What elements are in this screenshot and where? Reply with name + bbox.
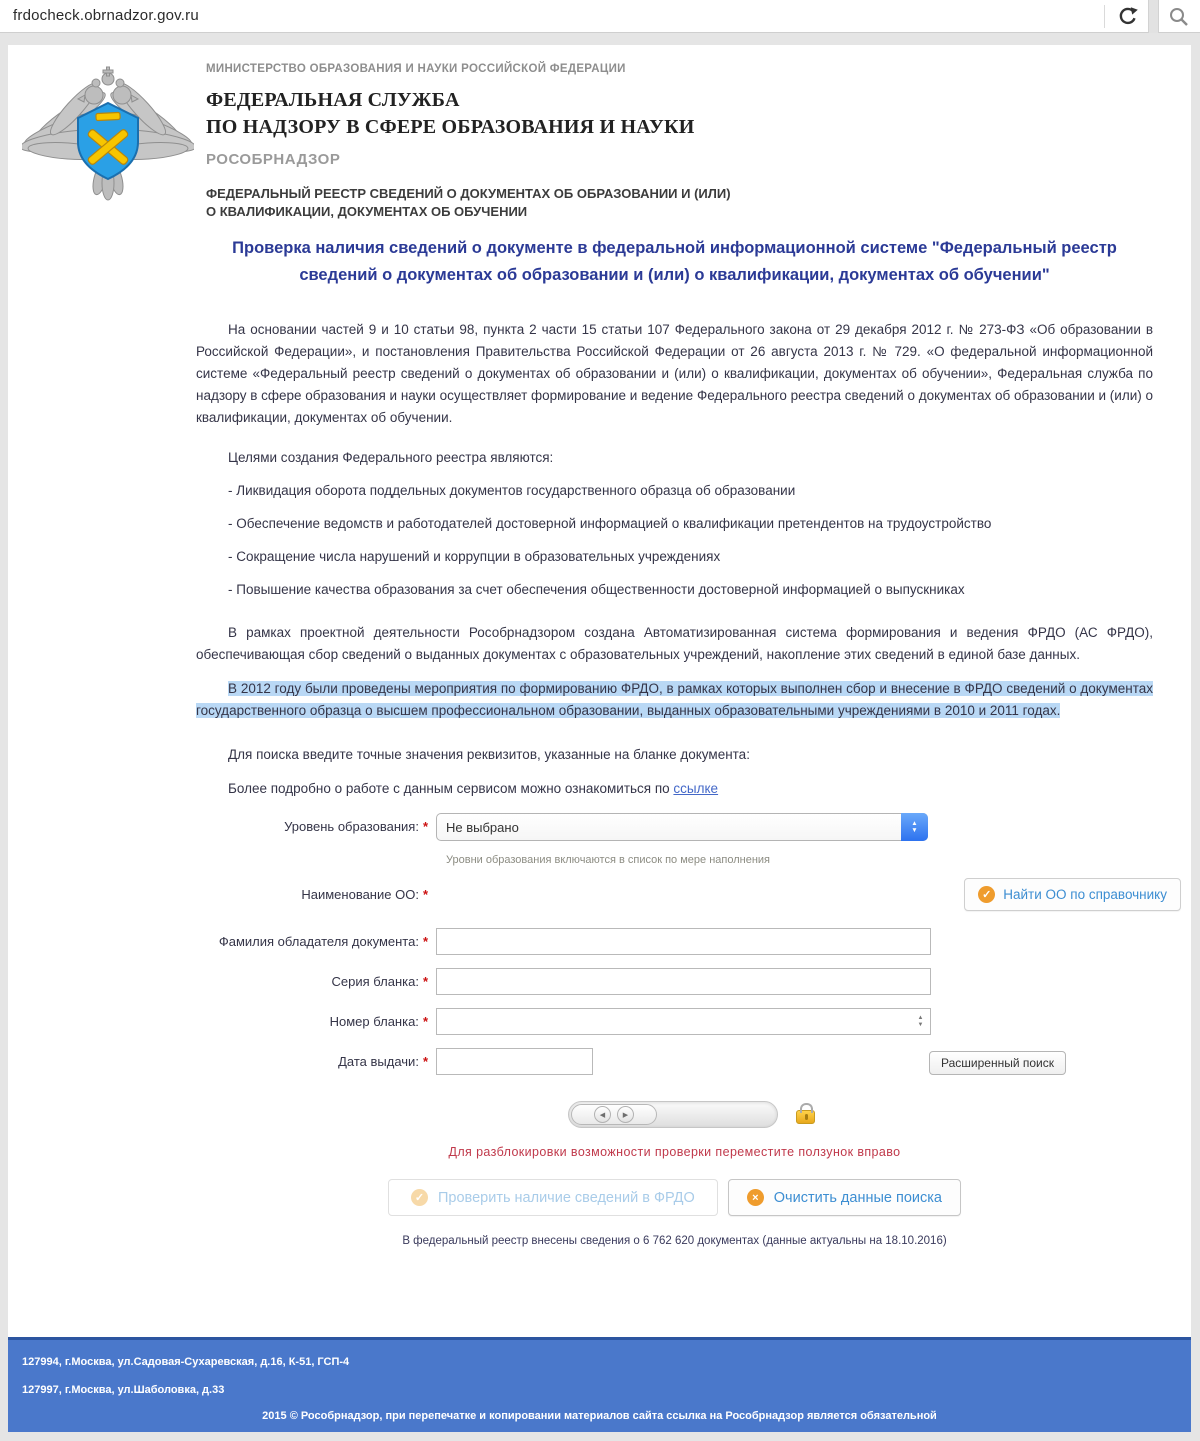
details-link[interactable]: ссылке — [673, 781, 719, 796]
reload-icon[interactable] — [1116, 5, 1140, 29]
lock-icon — [796, 1110, 815, 1124]
series-label: Серия бланка: — [331, 974, 419, 989]
education-level-label: Уровень образования: — [284, 819, 419, 834]
education-level-select[interactable] — [436, 813, 928, 841]
organization-label: Наименование ОО: — [301, 887, 419, 902]
site-header — [206, 63, 1146, 221]
address-bar-strip — [1148, 0, 1159, 33]
check-circle-icon: ✓ — [978, 886, 995, 903]
number-input[interactable] — [436, 1008, 931, 1035]
form-row-issue-date — [196, 1048, 1153, 1075]
goals-heading: Целями создания Федерального реестра являются: — [228, 450, 554, 465]
series-input[interactable] — [436, 968, 931, 995]
required-asterisk: * — [422, 974, 428, 989]
form-actions — [196, 1179, 1153, 1216]
unlock-slider-track[interactable] — [568, 1101, 778, 1128]
education-level-hint: Уровни образования включаются в список по мере наполнения — [446, 854, 771, 866]
slider-right-arrow-icon[interactable]: ▶ — [617, 1106, 634, 1123]
address-bar-divider — [1104, 5, 1105, 28]
footer-address-1: 127994, г.Москва, ул.Садовая-Сухаревская, д.16, К-51, ГСП-4 — [22, 1356, 350, 1368]
select-stepper-icon[interactable]: ▲ ▼ — [901, 813, 928, 841]
page — [8, 45, 1191, 1432]
service-name: ФЕДЕРАЛЬНАЯ СЛУЖБА ПО НАДЗОРУ В СФЕРЕ ОБРАЗОВАНИЯ И НАУКИ — [206, 89, 695, 138]
url-text[interactable]: frdocheck.obrnadzor.gov.ru — [13, 7, 199, 24]
goal-item: - Обеспечение ведомств и работодателей достоверной информацией о квалификации претендентов на трудоустройство — [228, 516, 992, 531]
required-asterisk: * — [422, 819, 428, 834]
intro-paragraph: На основании частей 9 и 10 статьи 98, пункта 2 части 15 статьи 107 Федерального закона от 29 декабря 2012 г. № 273-ФЗ «Об образовании в Российской Федерации», и постановления Правительства Российской Федерации от 26 августа 2013 г. № 729. «О федеральной информационной системе «Федеральный реестр сведений о документах об образовании и (или) о квалификации, документах об обучении», Федеральная служба по надзору в сфере образования и науки осуществляет формирование и ведение Федерального реестра сведений о документах об образовании и (или) о квалификации, документах об обучении. — [196, 322, 1154, 425]
form-row-education-level — [196, 813, 1153, 841]
check-circle-icon: ✓ — [411, 1189, 428, 1206]
page-content — [8, 45, 1191, 1337]
goal-item: - Повышение качества образования за счет обеспечения общественности достоверной информацией о выпускниках — [228, 582, 965, 597]
document-check-form — [196, 813, 1167, 1075]
highlighted-paragraph — [196, 678, 1153, 722]
search-icon[interactable] — [1168, 6, 1190, 28]
unlock-slider-zone — [196, 1101, 1153, 1131]
surname-input[interactable] — [436, 928, 931, 955]
form-row-surname — [196, 928, 1153, 955]
browser-address-bar[interactable] — [0, 0, 1200, 33]
unlock-slider-handle[interactable] — [571, 1104, 657, 1125]
registry-name: ФЕДЕРАЛЬНЫЙ РЕЕСТР СВЕДЕНИЙ О ДОКУМЕНТАХ ОБ ОБРАЗОВАНИИ И (ИЛИ) О КВАЛИФИКАЦИИ, ДОКУМЕНТАХ ОБ ОБУЧЕНИИ — [206, 186, 731, 219]
text-selection-highlight: В 2012 году были проведены мероприятия по формированию ФРДО, в рамках которых выполнен сбор и внесение в ФРДО сведений о документах государственного образца о высшем профессиональном образовании, выданных образовательными учреждениями в 2010 и 2011 годах. — [196, 681, 1153, 718]
form-row-organization — [196, 881, 1167, 915]
service-short-name: РОСОБРНАДЗОР — [206, 151, 341, 168]
required-asterisk: * — [422, 887, 428, 902]
form-row-series — [196, 968, 1153, 995]
form-row-number — [196, 1008, 1153, 1035]
registry-count-note: В федеральный реестр внесены сведения о 6 762 620 документах (данные актуальны на 18.10.2016) — [402, 1235, 947, 1247]
required-asterisk: * — [422, 934, 428, 949]
number-spinner-icon[interactable]: ▲ ▼ — [917, 1014, 924, 1028]
goal-item: - Сокращение числа нарушений и коррупции в образовательных учреждениях — [228, 549, 721, 564]
education-level-value: Не выбрано — [446, 819, 519, 835]
page-title: Проверка наличия сведений о документе в федеральной информационной системе "Федеральный реестр сведений о документах об образовании и (или) о квалификации, документах об обучении" — [232, 239, 1117, 284]
cross-circle-icon: × — [747, 1189, 764, 1206]
slider-left-arrow-icon[interactable]: ◀ — [594, 1106, 611, 1123]
ministry-name: МИНИСТЕРСТВО ОБРАЗОВАНИЯ И НАУКИ РОССИЙСКОЙ ФЕДЕРАЦИИ — [206, 63, 626, 75]
frdo-paragraph: В рамках проектной деятельности Рособрнадзором создана Автоматизированная система формирования и ведения ФРДО (АС ФРДО), обеспечивающая сбор сведений о выданных документах с образовательных учреждений, накопление этих сведений в единой базе данных. — [196, 625, 1153, 662]
issue-date-label: Дата выдачи: — [338, 1054, 419, 1069]
issue-date-input[interactable] — [436, 1048, 593, 1075]
clear-search-button[interactable]: × Очистить данные поиска — [728, 1179, 961, 1216]
more-info-line: Более подробно о работе с данным сервисом можно ознакомиться по ссылке — [228, 781, 719, 796]
site-footer — [8, 1337, 1191, 1432]
find-organization-button[interactable]: ✓ Найти ОО по справочнику — [964, 878, 1181, 911]
search-instruction: Для поиска введите точные значения реквизитов, указанные на бланке документа: — [228, 747, 750, 762]
surname-label: Фамилия обладателя документа: — [218, 934, 419, 949]
footer-address-2: 127997, г.Москва, ул.Шаболовка, д.33 — [22, 1384, 225, 1396]
unlock-warning-text: Для разблокировки возможности проверки переместите ползунок вправо — [448, 1145, 901, 1159]
check-frdo-button[interactable]: ✓ Проверить наличие сведений в ФРДО — [388, 1179, 718, 1216]
required-asterisk: * — [422, 1054, 428, 1069]
rosobrnadzor-emblem-icon — [22, 55, 194, 207]
number-label: Номер бланка: — [329, 1014, 419, 1029]
footer-copyright: 2015 © Рособрнадзор, при перепечатке и копировании материалов сайта ссылка на Рособрнадзор является обязательной — [262, 1410, 937, 1422]
advanced-search-button[interactable]: Расширенный поиск — [929, 1051, 1066, 1075]
required-asterisk: * — [422, 1014, 428, 1029]
goal-item: - Ликвидация оборота поддельных документов государственного образца об образовании — [228, 483, 796, 498]
main-column — [196, 235, 1167, 1247]
